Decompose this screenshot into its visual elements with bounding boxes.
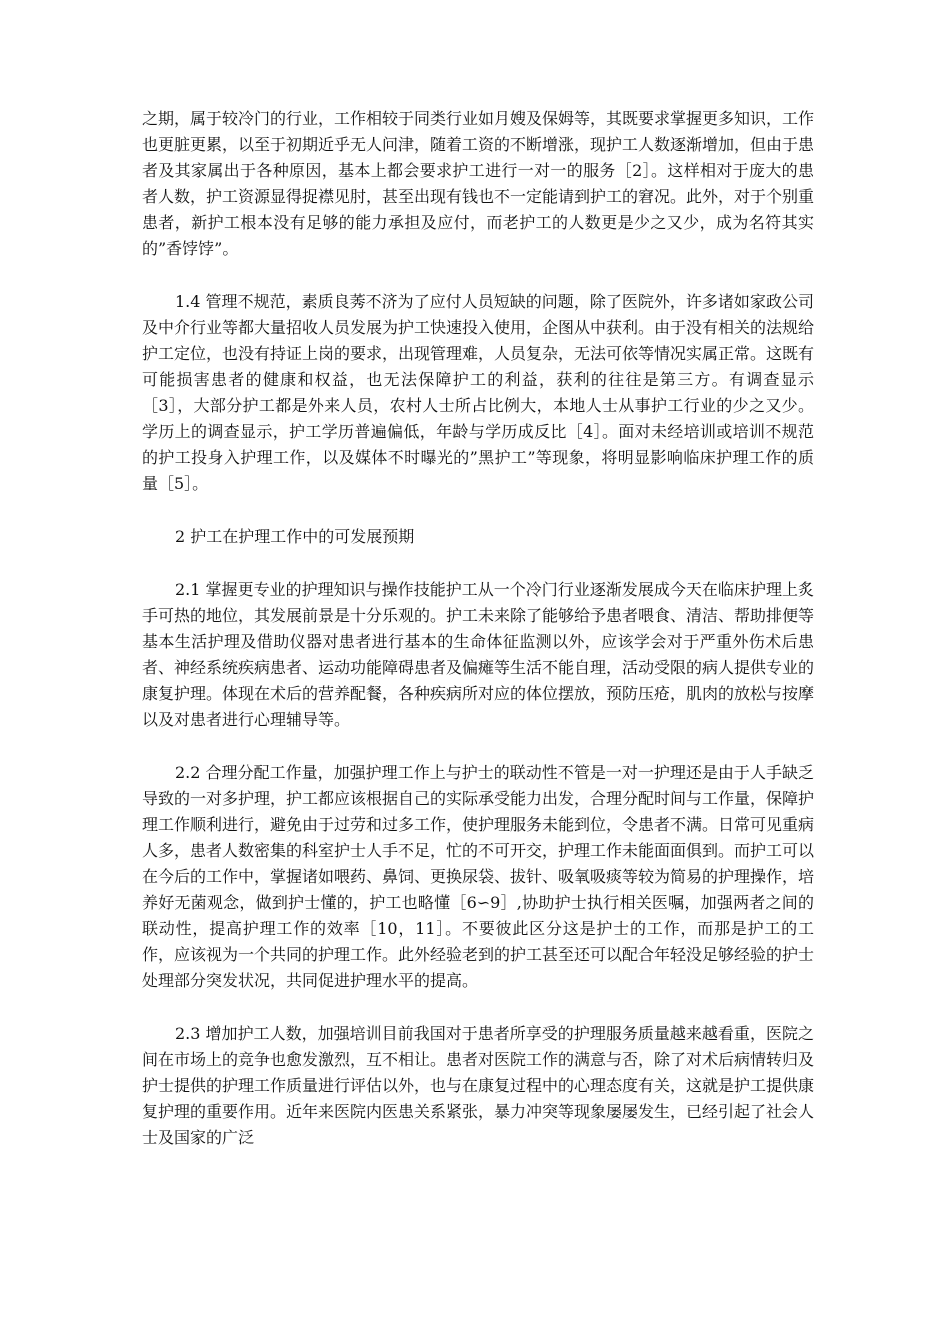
paragraph-2-1-professional-skills: 2.1 掌握更专业的护理知识与操作技能护工从一个冷门行业逐渐发展成今天在临床护理上炙手可热的地位，其发展前景是十分乐观的。护工未来除了能够给予患者喂食、清洁、帮助排便等基本生活护理及借助仪器对患者进行基本的生命体征监测以外，应该学会对于严重外伤术后患者、神经系统疾病患者、运动功能障碍患者及偏瘫等生活不能自理，活动受限的病人提供专业的康复护理。体现在术后的营养配餐，各种疾病所对应的体位摆放，预防压疮，肌肉的放松与按摩以及对患者进行心理辅导等。: [142, 580, 815, 729]
paragraph-2-2-workload: 2.2 合理分配工作量，加强护理工作上与护士的联动性不管是一对一护理还是由于人手缺乏导致的一对多护理，护工都应该根据自己的实际承受能力出发，合理分配时间与工作量，保障护理工作顺利进行，避免由于过劳和过多工作，使护理服务未能到位，令患者不满。日常可见重病人多，患者人数密集的科室护士人手不足，忙的不可开交，护理工作未能面面俱到。而护工可以在今后的工作中，掌握诸如喂药、鼻饲、更换尿袋、拔针、吸氧吸痰等较为简易的护理操作，培养好无菌观念，做到护士懂的，护工也略懂［6∽9］,协助护士执行相关医嘱，加强两者之间的联动性，提高护理工作的效率［10，11］。不要彼此区分这是护士的工作，而那是护工的工作，应该视为一个共同的护理工作。此外经验老到的护工甚至还可以配合年轻没足够经验的护士处理部分突发状况，共同促进护理水平的提高。: [142, 763, 815, 990]
document-body: [142, 106, 814, 1178]
paragraph-2-3-training: 2.3 增加护工人数，加强培训目前我国对于患者所享受的护理服务质量越来越看重，医院之间在市场上的竞争也愈发激烈，互不相让。患者对医院工作的满意与否，除了对术后病情转归及护士提供的护理工作质量进行评估以外，也与在康复过程中的心理态度有关，这就是护工提供康复护理的重要作用。近年来医院内医患关系紧张，暴力冲突等现象屡屡发生，已经引起了社会人士及国家的广泛: [142, 1024, 815, 1147]
section-heading-2: 2 护工在护理工作中的可发展预期: [175, 527, 415, 546]
paragraph-1-4-management: 1.4 管理不规范，素质良莠不济为了应付人员短缺的问题，除了医院外，许多诸如家政公司及中介行业等都大量招收人员发展为护工快速投入使用，企图从中获利。由于没有相关的法规给护工定位，也没有持证上岗的要求，出现管理难，人员复杂，无法可依等情况实属正常。这既有可能损害患者的健康和权益，也无法保障护工的利益，获利的往往是第三方。有调查显示［3］，大部分护工都是外来人员，农村人士所占比例大，本地人士从事护工行业的少之又少。学历上的调查显示，护工学历普遍偏低，年龄与学历成反比［4］。面对未经培训或培训不规范的护工投身入护理工作，以及媒体不时曝光的”黑护工”等现象，将明显影响临床护理工作的质量［5］。: [142, 292, 815, 493]
paragraph-continuation: 之期，属于较冷门的行业，工作相较于同类行业如月嫂及保姆等，其既要求掌握更多知识，工作也更脏更累，以至于初期近乎无人问津，随着工资的不断增涨，现护工人数逐渐增加，但由于患者及其家属出于各种原因，基本上都会要求护工进行一对一的服务［2］。这样相对于庞大的患者人数，护工资源显得捉襟见肘，甚至出现有钱也不一定能请到护工的窘况。此外，对于个别重患者，新护工根本没有足够的能力承担及应付，而老护工的人数更是少之又少，成为名符其实的”香饽饽”。: [142, 109, 815, 258]
